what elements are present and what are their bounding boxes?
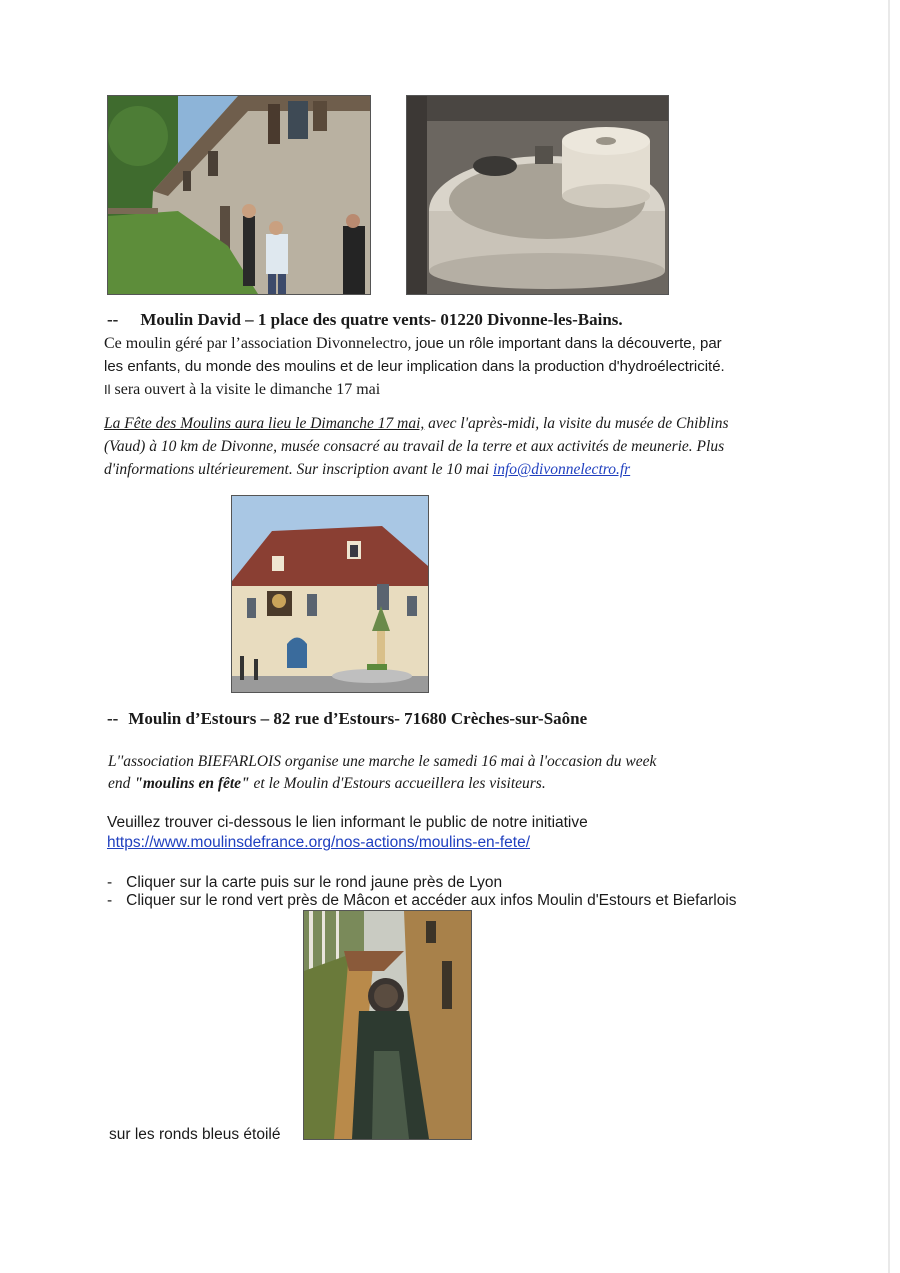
moulins-de-france-link-row	[107, 834, 530, 852]
moulins-en-fete-bold: "moulins en fête"	[134, 775, 250, 792]
bullet-dash: -	[107, 874, 113, 891]
bullet-dash: -	[107, 892, 113, 909]
fete-date-underlined: La Fête des Moulins aura lieu le Dimanche 17 mai,	[104, 415, 425, 432]
moulin-david-address: Moulin David – 1 place des quatre vents- 01220 Divonne-les-Bains.	[140, 310, 623, 329]
moulin-estours-heading	[107, 709, 587, 729]
fete-line1: La Fête des Moulins aura lieu le Dimanche 17 mai, avec l'après-midi, la visite du musée de Chiblins	[104, 415, 729, 432]
photo-millstone	[406, 95, 669, 295]
fete-line3: d'informations ultérieurement. Sur inscription avant le 10 mai info@divonnelectro.fr	[104, 461, 631, 478]
scan-edge	[888, 0, 890, 1273]
photo-moulin-estours-building	[231, 495, 429, 693]
bullet-item: - Cliquer sur la carte puis sur le rond jaune près de Lyon	[107, 874, 503, 891]
moulin-david-heading	[107, 310, 623, 330]
email-link[interactable]: info@divonnelectro.fr	[492, 461, 631, 478]
moulin-david-desc-line2: les enfants, du monde des moulins et de leur implication dans la production d'hydroélectricité.	[104, 358, 725, 375]
fete-line2: (Vaud) à 10 km de Divonne, musée consacré au travail de la terre et aux activités de meunerie. Plus	[104, 438, 725, 455]
bullet-item: - Cliquer sur le rond vert près de Mâcon et accéder aux infos Moulin d'Estours et Biefarlois	[107, 892, 737, 909]
heading-dash: --	[107, 310, 119, 329]
moulin-david-visit-line: Il sera ouvert à la visite le dimanche 17 mai	[104, 381, 381, 398]
link-intro: Veuillez trouver ci-dessous le lien informant le public de notre initiative	[107, 814, 588, 831]
last-instruction-line: sur les ronds bleus étoilé	[109, 1126, 281, 1143]
photo-moulin-david-exterior	[107, 95, 371, 295]
photo-mill-water-channel	[303, 910, 472, 1140]
moulin-david-desc-line1: Ce moulin géré par l’association Divonnelectro, joue un rôle important dans la découverte, par	[104, 335, 722, 352]
biefarlois-line1: L''association BIEFARLOIS organise une marche le samedi 16 mai à l'occasion du week	[108, 753, 657, 770]
moulin-estours-address: Moulin d’Estours – 82 rue d’Estours- 71680 Crèches-sur-Saône	[128, 709, 588, 728]
heading-dash: --	[107, 709, 119, 728]
moulins-de-france-link[interactable]: https://www.moulinsdefrance.org/nos-actions/moulins-en-fete/	[107, 834, 531, 851]
biefarlois-line2: end "moulins en fête" et le Moulin d'Estours accueillera les visiteurs.	[108, 775, 546, 792]
